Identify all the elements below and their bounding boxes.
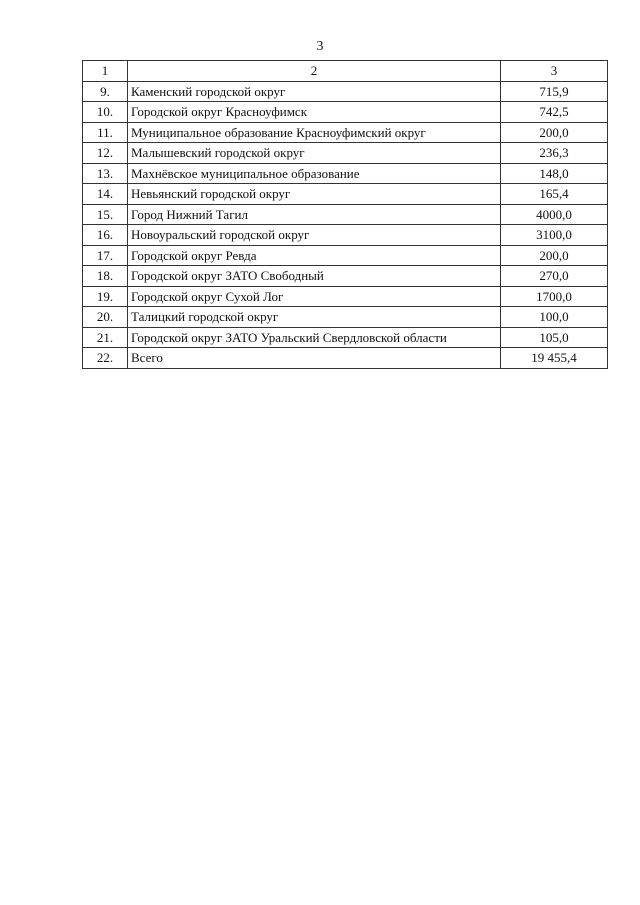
table-row bbox=[83, 102, 608, 123]
row-number-cell: 20. bbox=[83, 307, 128, 328]
row-name-cell: Талицкий городской округ bbox=[128, 307, 501, 328]
row-value-cell: 1700,0 bbox=[501, 286, 608, 307]
row-number-cell: 15. bbox=[83, 204, 128, 225]
row-number-cell: 16. bbox=[83, 225, 128, 246]
header-cell-name: 2 bbox=[128, 61, 501, 82]
table-body bbox=[83, 61, 608, 369]
row-name-cell: Каменский городской округ bbox=[128, 81, 501, 102]
row-value-cell: 715,9 bbox=[501, 81, 608, 102]
row-number-cell: 17. bbox=[83, 245, 128, 266]
row-value-cell: 19 455,4 bbox=[501, 348, 608, 369]
row-number-cell: 19. bbox=[83, 286, 128, 307]
row-value-cell: 4000,0 bbox=[501, 204, 608, 225]
table-header-row bbox=[83, 61, 608, 82]
row-value-cell: 200,0 bbox=[501, 245, 608, 266]
row-name-cell: Городской округ ЗАТО Свободный bbox=[128, 266, 501, 287]
table-row bbox=[83, 204, 608, 225]
row-name-cell: Невьянский городской округ bbox=[128, 184, 501, 205]
row-name-cell: Махнёвское муниципальное образование bbox=[128, 163, 501, 184]
row-value-cell: 105,0 bbox=[501, 327, 608, 348]
row-value-cell: 270,0 bbox=[501, 266, 608, 287]
header-cell-num: 1 bbox=[83, 61, 128, 82]
table-row bbox=[83, 163, 608, 184]
row-number-cell: 21. bbox=[83, 327, 128, 348]
table-row bbox=[83, 307, 608, 328]
row-number-cell: 22. bbox=[83, 348, 128, 369]
row-value-cell: 100,0 bbox=[501, 307, 608, 328]
table-row bbox=[83, 266, 608, 287]
row-number-cell: 18. bbox=[83, 266, 128, 287]
allocation-table bbox=[82, 60, 608, 369]
row-number-cell: 13. bbox=[83, 163, 128, 184]
row-name-cell: Город Нижний Тагил bbox=[128, 204, 501, 225]
table-row bbox=[83, 327, 608, 348]
table-row bbox=[83, 245, 608, 266]
row-value-cell: 165,4 bbox=[501, 184, 608, 205]
row-value-cell: 236,3 bbox=[501, 143, 608, 164]
row-name-cell: Новоуральский городской округ bbox=[128, 225, 501, 246]
row-value-cell: 742,5 bbox=[501, 102, 608, 123]
row-value-cell: 148,0 bbox=[501, 163, 608, 184]
row-name-cell: Городской округ Красноуфимск bbox=[128, 102, 501, 123]
row-name-cell: Муниципальное образование Красноуфимский округ bbox=[128, 122, 501, 143]
table-row bbox=[83, 122, 608, 143]
table-row bbox=[83, 81, 608, 102]
row-number-cell: 10. bbox=[83, 102, 128, 123]
row-value-cell: 200,0 bbox=[501, 122, 608, 143]
row-number-cell: 9. bbox=[83, 81, 128, 102]
row-name-cell: Городской округ ЗАТО Уральский Свердловской области bbox=[128, 327, 501, 348]
row-number-cell: 14. bbox=[83, 184, 128, 205]
header-cell-value: 3 bbox=[501, 61, 608, 82]
table-row bbox=[83, 143, 608, 164]
row-name-cell: Всего bbox=[128, 348, 501, 369]
table-row bbox=[83, 184, 608, 205]
row-name-cell: Городской округ Сухой Лог bbox=[128, 286, 501, 307]
table-row bbox=[83, 348, 608, 369]
row-number-cell: 12. bbox=[83, 143, 128, 164]
row-number-cell: 11. bbox=[83, 122, 128, 143]
row-name-cell: Городской округ Ревда bbox=[128, 245, 501, 266]
row-value-cell: 3100,0 bbox=[501, 225, 608, 246]
table-row bbox=[83, 225, 608, 246]
table-row bbox=[83, 286, 608, 307]
page-number: 3 bbox=[316, 39, 324, 54]
row-name-cell: Малышевский городской округ bbox=[128, 143, 501, 164]
